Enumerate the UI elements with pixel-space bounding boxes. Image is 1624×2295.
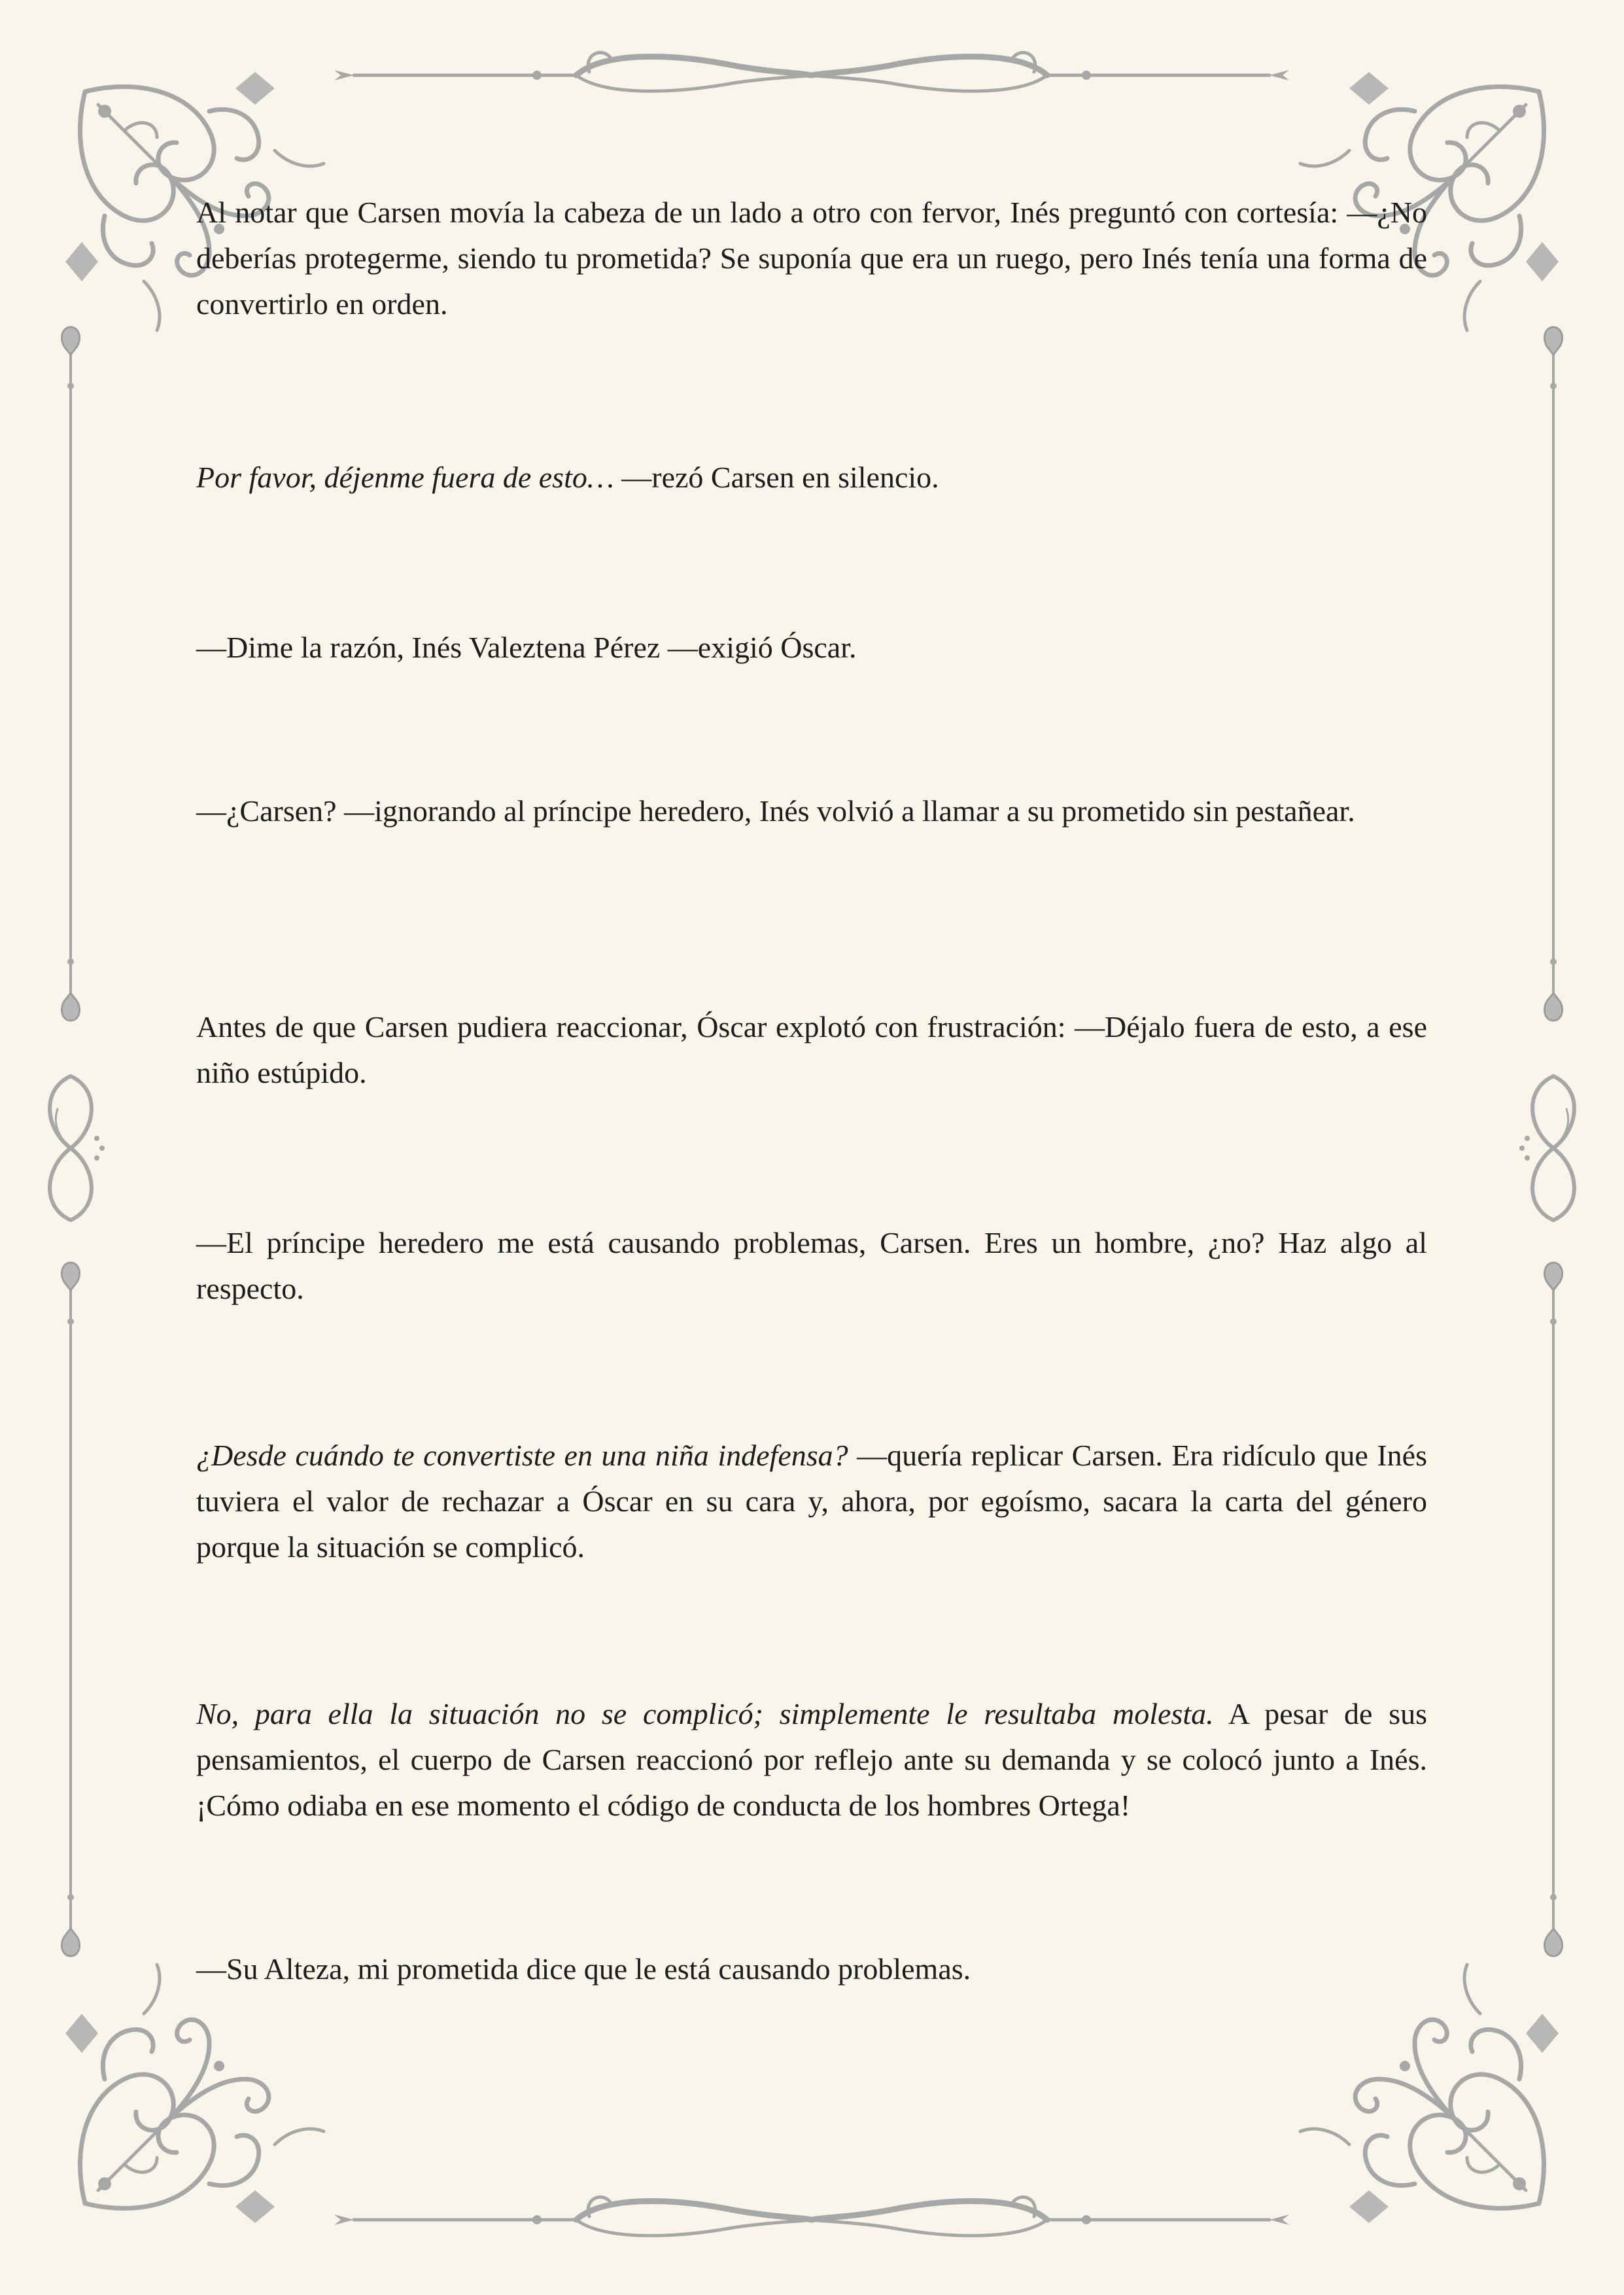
paragraph-1-text: Al notar que Carsen movía la cabeza de un lado a otro con fervor, Inés preguntó con cortesía: —¿No deberías protegerme, siendo tu prometida? Se suponía que era un ruego, pero Inés tenía una forma de convertirlo en orden. [196, 196, 1427, 321]
paragraph-4-text: —¿Carsen? —ignorando al príncipe heredero, Inés volvió a llamar a su prometido sin pestañear. [196, 794, 1355, 828]
paragraph-5 [196, 1004, 1427, 1096]
paragraph-2-italic: Por favor, déjenme fuera de esto… [196, 461, 614, 494]
paragraph-2 [196, 455, 1427, 500]
paragraph-6-text: —El príncipe heredero me está causando problemas, Carsen. Eres un hombre, ¿no? Haz algo al respecto. [196, 1226, 1427, 1305]
paragraph-5-text: Antes de que Carsen pudiera reaccionar, Óscar explotó con frustración: —Déjalo fuera de esto, a ese niño estúpido. [196, 1010, 1427, 1089]
paragraph-4 [196, 788, 1427, 834]
paragraph-9 [196, 1946, 1427, 1992]
paragraph-7 [196, 1433, 1427, 1570]
paragraph-7-italic: ¿Desde cuándo te convertiste en una niña indefensa? [196, 1439, 848, 1472]
paragraph-6 [196, 1220, 1427, 1312]
paragraph-1 [196, 190, 1427, 327]
paragraph-7-text: —quería replicar Carsen. Era ridículo que Inés tuviera el valor de rechazar a Óscar en su cara y, ahora, por egoísmo, sacara la carta del género porque la situación se complicó. [196, 1439, 1427, 1564]
paragraph-9-text: —Su Alteza, mi prometida dice que le está causando problemas. [196, 1952, 971, 1986]
paragraph-3-text: —Dime la razón, Inés Valeztena Pérez —exigió Óscar. [196, 631, 857, 664]
paragraph-3 [196, 625, 1427, 671]
paragraph-8-text: A pesar de sus pensamientos, el cuerpo de Carsen reaccionó por reflejo ante su demanda y se colocó junto a Inés. ¡Cómo odiaba en ese momento el código de conducta de los hombres Ortega! [196, 1697, 1427, 1822]
paragraph-2-text: —rezó Carsen en silencio. [613, 461, 939, 494]
paragraph-8-italic: No, para ella la situación no se complicó; simplemente le resultaba molesta. [196, 1697, 1214, 1730]
paragraph-8 [196, 1691, 1427, 1829]
